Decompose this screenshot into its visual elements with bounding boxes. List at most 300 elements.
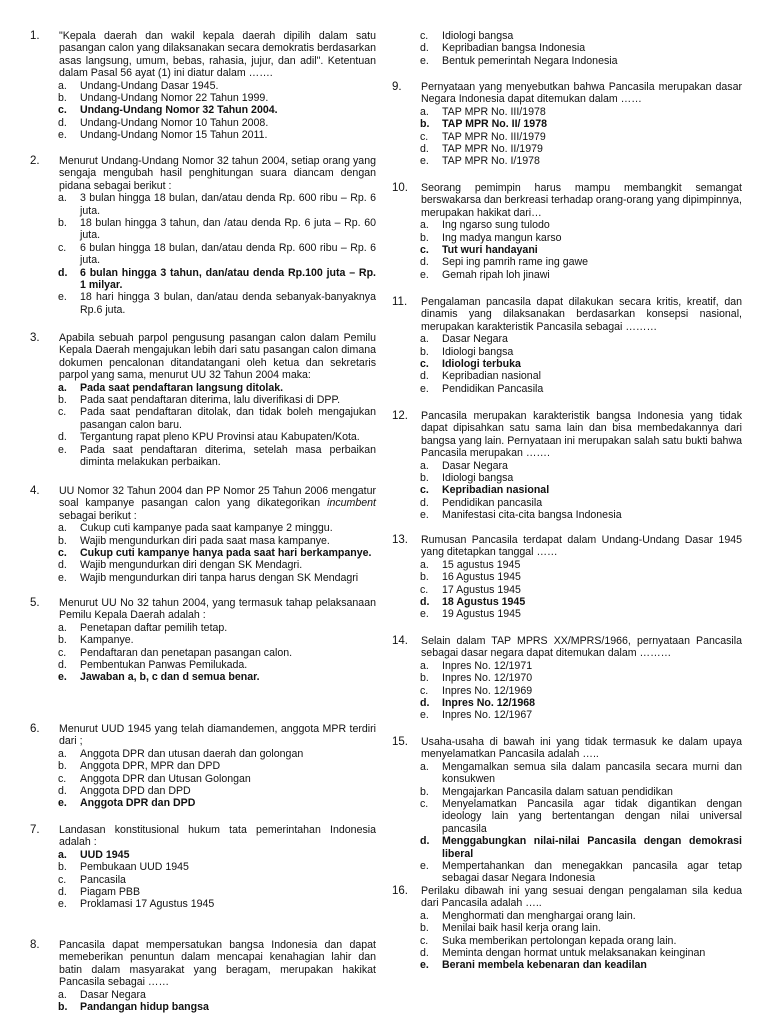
question-text: Menurut UUD 1945 yang telah diamandemen, anggota MPR terdiri dari ;: [59, 723, 376, 748]
option-letter: a.: [420, 459, 429, 472]
option-text: 18 Agustus 1945: [442, 596, 526, 609]
answer-option: [30, 291, 376, 316]
question-block: [392, 885, 742, 972]
question-number: 7.: [30, 824, 40, 836]
option-letter: e.: [420, 155, 429, 168]
option-letter: e.: [58, 898, 67, 911]
answer-option: [30, 129, 376, 141]
question-number: 14.: [392, 635, 408, 647]
option-text: 18 bulan hingga 3 tahun, dan /atau denda Rp. 6 juta – Rp. 60 juta.: [80, 217, 376, 242]
option-text: 18 hari hingga 3 bulan, dan/atau denda sebanyak-banyaknya Rp.6 juta.: [80, 291, 376, 316]
question-text: Seorang pemimpin harus mampu membangkit semangat berswakarsa dan berkreasi terhadap orang-orang yang dipimpinnya, merupakan hakikat dari…: [421, 182, 742, 219]
answer-options: [30, 382, 376, 469]
option-letter: b.: [58, 534, 67, 547]
option-text: Proklamasi 17 Agustus 1945: [80, 898, 215, 911]
answer-options: [30, 622, 376, 684]
option-letter: b.: [420, 785, 429, 798]
answer-option-correct: [30, 382, 376, 394]
option-text: Kampanye.: [80, 634, 134, 647]
option-letter: c.: [58, 406, 67, 419]
answer-option-correct: [30, 267, 376, 292]
question-number: 12.: [392, 410, 408, 422]
option-letter: d.: [420, 835, 430, 848]
option-letter: a.: [420, 558, 429, 571]
question-number: 13.: [392, 534, 408, 546]
question-text-italic: incumbent: [327, 497, 376, 510]
option-text: Pada saat pendaftaran langsung ditolak.: [80, 381, 284, 394]
answer-options: [30, 748, 376, 810]
answer-option: [30, 406, 376, 431]
question-block: [392, 534, 742, 621]
option-text: Ing ngarso sung tulodo: [442, 219, 550, 232]
option-letter: b.: [58, 217, 67, 230]
answer-option-correct: [30, 797, 376, 809]
answer-options: [392, 660, 742, 722]
option-letter: d.: [58, 886, 67, 899]
question-text: "Kepala daerah dan wakil kepala daerah dipilih dalam satu pasangan calon yang dilaksanakan secara demokratis berdasarkan asas langsung, umum, bebas, rahasia, jujur, dan adil". Ketentuan dalam Pasal 56 ayat (1) ini diatur dalam …….: [59, 30, 376, 80]
answer-option: [30, 748, 376, 760]
option-text: Ing madya mangun karso: [442, 231, 562, 244]
answer-option: [392, 143, 742, 155]
option-letter: e.: [420, 509, 429, 522]
option-text: Inpres No. 12/1968: [442, 697, 536, 710]
answer-options: [392, 910, 742, 972]
answer-option: [30, 874, 376, 886]
option-letter: b.: [420, 345, 429, 358]
answer-option: [30, 622, 376, 634]
option-text: Kepribadian nasional: [442, 370, 541, 383]
option-text: Jawaban a, b, c dan d semua benar.: [80, 671, 260, 684]
answer-option: [392, 131, 742, 143]
answer-option: [30, 80, 376, 92]
option-text: Mengamalkan semua sila dalam pancasila secara murni dan konsukwen: [442, 760, 742, 786]
option-letter: c.: [58, 646, 67, 659]
option-text: Cukup cuti kampanye hanya pada saat hari berkampanye.: [80, 547, 372, 560]
option-text: Pandangan hidup bangsa: [80, 1001, 209, 1014]
option-text: TAP MPR No. III/1979: [442, 130, 546, 143]
option-letter: b.: [58, 394, 67, 407]
option-text: Undang-Undang Nomor 22 Tahun 1999.: [80, 92, 269, 105]
answer-option: [30, 431, 376, 443]
question-number: 11.: [392, 296, 408, 308]
question-text: Perilaku dibawah ini yang sesuai dengan pengalaman sila kedua dari Pancasila adalah …..: [421, 885, 742, 910]
option-letter: a.: [58, 621, 67, 634]
question-text: Rumusan Pancasila terdapat dalam Undang-Undang Dasar 1945 yang ditetapkan tanggal ……: [421, 534, 742, 559]
question-text: [59, 485, 376, 522]
answer-option: [30, 647, 376, 659]
option-letter: a.: [420, 909, 429, 922]
question-number: 2.: [30, 155, 40, 167]
question-text: Pengalaman pancasila dapat dilakukan secara kritis, kreatif, dan dinamis yang dilaksanakan berdasarkan konsepsi nasional, merupakan karakteristik Pancasila sebagai ………: [421, 296, 742, 333]
answer-option: [30, 634, 376, 646]
option-letter: c.: [420, 30, 429, 42]
option-letter: c.: [58, 547, 67, 560]
option-text: 17 Agustus 1945: [442, 583, 521, 596]
option-text: Idiologi bangsa: [442, 472, 514, 485]
answer-option: [30, 898, 376, 910]
option-letter: b.: [58, 92, 67, 105]
answer-option: [30, 989, 376, 1001]
option-text: Pendidikan Pancasila: [442, 382, 544, 395]
option-text: 16 Agustus 1945: [442, 571, 521, 584]
answer-option: [392, 106, 742, 118]
option-text: Gemah ripah loh jinawi: [442, 268, 550, 281]
answer-option: [392, 910, 742, 922]
option-letter: a.: [420, 105, 429, 118]
option-letter: c.: [58, 104, 67, 117]
answer-options: [30, 80, 376, 142]
option-text: Pendaftaran dan penetapan pasangan calon.: [80, 646, 293, 659]
option-text: Inpres No. 12/1969: [442, 684, 533, 697]
option-letter: d.: [420, 947, 429, 960]
answer-options: [30, 849, 376, 911]
option-text: Berani membela kebenaran dan keadilan: [442, 959, 647, 972]
answer-option: [30, 522, 376, 534]
option-text: Tut wuri handayani: [442, 244, 538, 257]
question-text: Pancasila merupakan karakteristik bangsa Indonesia yang tidak dapat dipisahkan satu sama lain dan bisa membedakannya dari bangsa yang lain. Pernyataan ini merupakan salah satu bukti bahwa Pancasila merupakan …….: [421, 410, 742, 460]
option-letter: a.: [58, 848, 67, 861]
question-text-part: UU Nomor 32 Tahun 2004 dan PP Nomor 25 Tahun 2006 mengatur soal kampanye pasangan calon yang dikategorikan: [59, 485, 376, 510]
option-letter: c.: [420, 358, 429, 371]
answer-option: [392, 346, 742, 358]
option-letter: e.: [420, 54, 429, 67]
option-letter: e.: [420, 959, 429, 972]
option-letter: c.: [420, 583, 429, 596]
answer-option: [30, 444, 376, 469]
answer-option: [30, 242, 376, 267]
option-text: Wajib mengundurkan diri dengan SK Mendagri.: [80, 559, 303, 572]
answer-option: [392, 559, 742, 571]
question-text: Pancasila dapat mempersatukan bangsa Indonesia dan dapat memeberikan penuntun dalam mencapai kenahagian lahir dan batin dalam masyarakat yang beragam, merupakan hakikat Pancasila sebagai ……: [59, 939, 376, 989]
question-number: 4.: [30, 485, 40, 497]
question-block: [30, 332, 376, 468]
answer-option-correct: [30, 849, 376, 861]
option-letter: d.: [58, 559, 67, 572]
option-letter: c.: [58, 873, 67, 886]
answer-option-correct: [30, 671, 376, 683]
option-text: Kepribadian nasional: [442, 484, 550, 497]
option-letter: c.: [420, 934, 429, 947]
question-block: [392, 635, 742, 722]
option-text: 6 bulan hingga 18 bulan, dan/atau denda Rp. 600 ribu – Rp. 6 juta.: [80, 241, 376, 267]
answer-option-correct: [392, 697, 742, 709]
answer-option: [392, 798, 742, 835]
answer-options: [392, 559, 742, 621]
answer-options: [30, 989, 376, 1014]
option-text: Pada saat pendaftaran diterima, lalu diverifikasi di DPP.: [80, 394, 341, 407]
option-text: TAP MPR No. I/1978: [442, 155, 540, 168]
option-letter: e.: [420, 709, 429, 722]
option-letter: d.: [58, 431, 67, 444]
option-letter: b.: [58, 1001, 68, 1014]
question-block: [30, 939, 376, 1013]
option-letter: a.: [58, 747, 67, 760]
answer-option: [392, 709, 742, 721]
option-letter: a.: [420, 760, 429, 773]
option-text: Pancasila: [80, 873, 126, 886]
option-letter: e.: [420, 382, 429, 395]
question-text-part: sebagai berikut :: [59, 509, 137, 522]
question-block: [392, 410, 742, 522]
option-text: Idiologi bangsa: [442, 345, 514, 358]
option-text: Pembukaan UUD 1945: [80, 861, 189, 874]
option-text: Idiologi bangsa: [442, 30, 514, 42]
option-text: Pada saat pendaftaran ditolak, dan tidak boleh mengajukan pasangan calon baru.: [80, 406, 376, 431]
question-number: 15.: [392, 736, 408, 748]
option-letter: a.: [58, 522, 67, 535]
answer-options: [30, 192, 376, 316]
question-block: [30, 824, 376, 911]
option-text: Pendidikan pancasila: [442, 496, 543, 509]
option-letter: e.: [58, 671, 67, 684]
option-text: Anggota DPR dan utusan daerah dan golongan: [80, 747, 304, 760]
question-number: 5.: [30, 597, 40, 609]
option-text: Dasar Negara: [442, 333, 508, 346]
answer-option: [30, 535, 376, 547]
answer-option: [392, 761, 742, 786]
option-letter: d.: [58, 659, 67, 672]
option-text: Wajib mengundurkan diri pada saat masa kampanye.: [80, 534, 330, 547]
option-text: UUD 1945: [80, 848, 130, 861]
option-letter: d.: [420, 143, 429, 156]
option-letter: a.: [420, 659, 429, 672]
option-letter: d.: [420, 496, 429, 509]
answer-option: [30, 117, 376, 129]
question-text: Landasan konstitusional hukum tata pemerintahan Indonesia adalah :: [59, 824, 376, 849]
option-letter: e.: [58, 797, 67, 810]
option-text: Tergantung rapat pleno KPU Provinsi atau Kabupaten/Kota.: [80, 431, 360, 444]
answer-option: [30, 760, 376, 772]
answer-option: [30, 192, 376, 217]
option-letter: b.: [58, 634, 67, 647]
option-text: Anggota DPR dan DPD: [80, 797, 196, 810]
answer-option: [392, 497, 742, 509]
answer-options: [392, 30, 742, 67]
answer-options: [392, 106, 742, 168]
answer-option: [392, 333, 742, 345]
option-letter: e.: [420, 268, 429, 281]
answer-option: [30, 217, 376, 242]
answer-option: [392, 42, 742, 54]
option-letter: b.: [58, 760, 67, 773]
answer-option: [30, 785, 376, 797]
question-number: 8.: [30, 939, 40, 951]
answer-option: [392, 509, 742, 521]
option-text: TAP MPR No. III/1978: [442, 105, 546, 118]
option-text: Menggabungkan nilai-nilai Pancasila dengan demokrasi liberal: [442, 835, 742, 860]
answer-option-correct: [392, 358, 742, 370]
answer-options: [392, 761, 742, 885]
option-letter: e.: [420, 860, 429, 873]
question-block: [30, 155, 376, 316]
option-text: Bentuk pemerintah Negara Indonesia: [442, 54, 618, 67]
option-letter: d.: [58, 785, 67, 798]
answer-options: [392, 333, 742, 395]
option-text: 19 Agustus 1945: [442, 608, 521, 621]
option-text: Dasar Negara: [442, 459, 508, 472]
answer-option-correct: [30, 104, 376, 116]
option-letter: e.: [58, 291, 67, 304]
option-text: Penetapan daftar pemilih tetap.: [80, 621, 228, 634]
option-text: Inpres No. 12/1971: [442, 659, 533, 672]
answer-option: [392, 383, 742, 395]
answer-option-correct: [392, 484, 742, 496]
answer-option: [392, 256, 742, 268]
option-letter: a.: [58, 381, 67, 394]
option-text: Undang-Undang Nomor 32 Tahun 2004.: [80, 104, 278, 117]
answer-option: [392, 30, 742, 42]
question-number: 10.: [392, 182, 408, 194]
option-text: Mempertahankan dan menegakkan pancasila agar tetap sebagai dasar Negara Indonesia: [442, 860, 742, 885]
answer-option-correct: [392, 835, 742, 860]
option-text: Suka memberikan pertolongan kepada orang lain.: [442, 934, 677, 947]
option-letter: a.: [420, 333, 429, 346]
question-block: [392, 182, 742, 281]
option-text: Undang-Undang Nomor 10 Tahun 2008.: [80, 116, 269, 129]
question-text: Menurut Undang-Undang Nomor 32 tahun 2004, setiap orang yang sengaja mengubah hasil penghitungan suara diancam dengan pidana sebagai berikut :: [59, 155, 376, 192]
option-text: Menyelamatkan Pancasila agar tidak digantikan dengan ideology lain yang bertentangan dengan nilai universal pancasila: [442, 798, 742, 835]
answer-options: [392, 219, 742, 281]
answer-option: [30, 559, 376, 571]
option-text: Menghormati dan menghargai orang lain.: [442, 909, 636, 922]
question-block: [30, 597, 376, 684]
option-letter: d.: [420, 42, 429, 55]
option-letter: d.: [420, 370, 429, 383]
option-letter: c.: [420, 244, 429, 257]
answer-option: [392, 685, 742, 697]
question-block: [30, 485, 376, 584]
question-text: Menurut UU No 32 tahun 2004, yang termasuk tahap pelaksanaan Pemilu Kepala Daerah adalah :: [59, 597, 376, 622]
answer-option: [30, 773, 376, 785]
option-letter: b.: [420, 118, 430, 131]
option-text: TAP MPR No. II/1979: [442, 143, 543, 156]
answer-option: [392, 219, 742, 231]
answer-option: [30, 861, 376, 873]
question-text: Apabila sebuah parpol pengusung pasangan calon dalam Pemilu Kepala Daerah mengajukan lebih dari satu pasangan calon dimana dokumen pencalonan ditandatangani oleh ketua dan sekretaris parpol yang sama, menurut UU 32 Tahun 2004 maka:: [59, 332, 376, 382]
option-letter: c.: [58, 772, 67, 785]
option-text: Anggota DPR dan Utusan Golongan: [80, 772, 251, 785]
answer-option: [392, 370, 742, 382]
answer-option: [392, 155, 742, 167]
answer-option-correct: [392, 596, 742, 608]
answer-options: [30, 522, 376, 584]
question-number: 16.: [392, 885, 408, 897]
option-text: Pada saat pendaftaran diterima, setelah masa perbaikan diminta melakukan perbaikan.: [80, 443, 376, 469]
option-letter: d.: [420, 596, 430, 609]
option-text: Manifestasi cita-cita bangsa Indonesia: [442, 509, 622, 522]
option-letter: d.: [58, 116, 67, 129]
option-letter: b.: [420, 571, 429, 584]
answer-option: [392, 935, 742, 947]
answer-option: [30, 394, 376, 406]
option-letter: a.: [58, 79, 67, 92]
question-block: [30, 723, 376, 810]
question-block: [30, 30, 376, 142]
option-text: Kepribadian bangsa Indonesia: [442, 42, 586, 55]
question-number: 1.: [30, 30, 40, 42]
answer-option: [392, 472, 742, 484]
option-text: Meminta dengan hormat untuk melaksanakan keinginan: [442, 947, 706, 960]
answer-option: [392, 232, 742, 244]
answer-option: [392, 571, 742, 583]
option-text: Undang-Undang Nomor 15 Tahun 2011.: [80, 129, 268, 142]
question-text: Usaha-usaha di bawah ini yang tidak termasuk ke dalam upaya menyelamatkan Pancasila adalah …..: [421, 736, 742, 761]
question-block: [392, 30, 742, 67]
option-letter: c.: [420, 798, 429, 811]
option-text: Pembentukan Panwas Pemilukada.: [80, 659, 248, 672]
option-letter: b.: [420, 672, 429, 685]
question-number: 9.: [392, 81, 402, 93]
option-text: Wajib mengundurkan diri tanpa harus dengan SK Mendagri: [80, 571, 359, 584]
option-letter: a.: [420, 219, 429, 232]
option-text: Idiologi terbuka: [442, 358, 521, 371]
option-text: Cukup cuti kampanye pada saat kampanye 2 minggu.: [80, 522, 333, 535]
option-letter: b.: [420, 472, 429, 485]
option-text: Anggota DPD dan DPD: [80, 785, 191, 798]
answer-option-correct: [392, 118, 742, 130]
question-text: Selain dalam TAP MPRS XX/MPRS/1966, pernyataan Pancasila sebagai dasar negara dapat ditemukan dalam ………: [421, 635, 742, 660]
option-letter: e.: [58, 443, 67, 456]
option-text: 3 bulan hingga 18 bulan, dan/atau denda Rp. 600 ribu – Rp. 6 juta.: [80, 192, 376, 217]
option-text: Piagam PBB: [80, 886, 141, 899]
option-letter: c.: [58, 241, 67, 254]
option-letter: d.: [420, 256, 429, 269]
answer-option: [30, 92, 376, 104]
option-letter: a.: [58, 988, 67, 1001]
question-block: [392, 81, 742, 168]
answer-option-correct: [30, 547, 376, 559]
option-text: 15 agustus 1945: [442, 558, 521, 571]
answer-option: [392, 660, 742, 672]
answer-option: [30, 659, 376, 671]
option-letter: e.: [58, 571, 67, 584]
answer-options: [392, 460, 742, 522]
answer-option: [30, 886, 376, 898]
answer-option-correct: [392, 244, 742, 256]
option-letter: d.: [420, 697, 430, 710]
option-letter: b.: [58, 861, 67, 874]
answer-option: [392, 786, 742, 798]
option-text: Anggota DPR, MPR dan DPD: [80, 760, 221, 773]
option-letter: e.: [58, 129, 67, 142]
option-letter: d.: [58, 266, 68, 279]
answer-option: [392, 608, 742, 620]
option-letter: c.: [420, 484, 429, 497]
option-letter: c.: [420, 130, 429, 143]
option-text: 6 bulan hingga 3 tahun, dan/atau denda Rp.100 juta – Rp. 1 milyar.: [80, 266, 376, 292]
question-number: 3.: [30, 332, 40, 344]
option-letter: a.: [58, 192, 67, 205]
option-text: Undang-Undang Dasar 1945.: [80, 79, 219, 92]
option-text: Inpres No. 12/1970: [442, 672, 533, 685]
option-letter: e.: [420, 608, 429, 621]
answer-option: [392, 584, 742, 596]
answer-option: [392, 860, 742, 885]
option-letter: c.: [420, 684, 429, 697]
option-text: Dasar Negara: [80, 988, 146, 1001]
option-letter: b.: [420, 922, 429, 935]
answer-option: [392, 460, 742, 472]
answer-option: [392, 947, 742, 959]
question-block: [392, 736, 742, 885]
option-text: Inpres No. 12/1967: [442, 709, 533, 722]
option-text: Sepi ing pamrih rame ing gawe: [442, 256, 589, 269]
answer-option-correct: [30, 1001, 376, 1013]
answer-option: [392, 269, 742, 281]
answer-option: [392, 55, 742, 67]
option-text: Mengajarkan Pancasila dalam satuan pendidikan: [442, 785, 673, 798]
option-letter: b.: [420, 231, 429, 244]
